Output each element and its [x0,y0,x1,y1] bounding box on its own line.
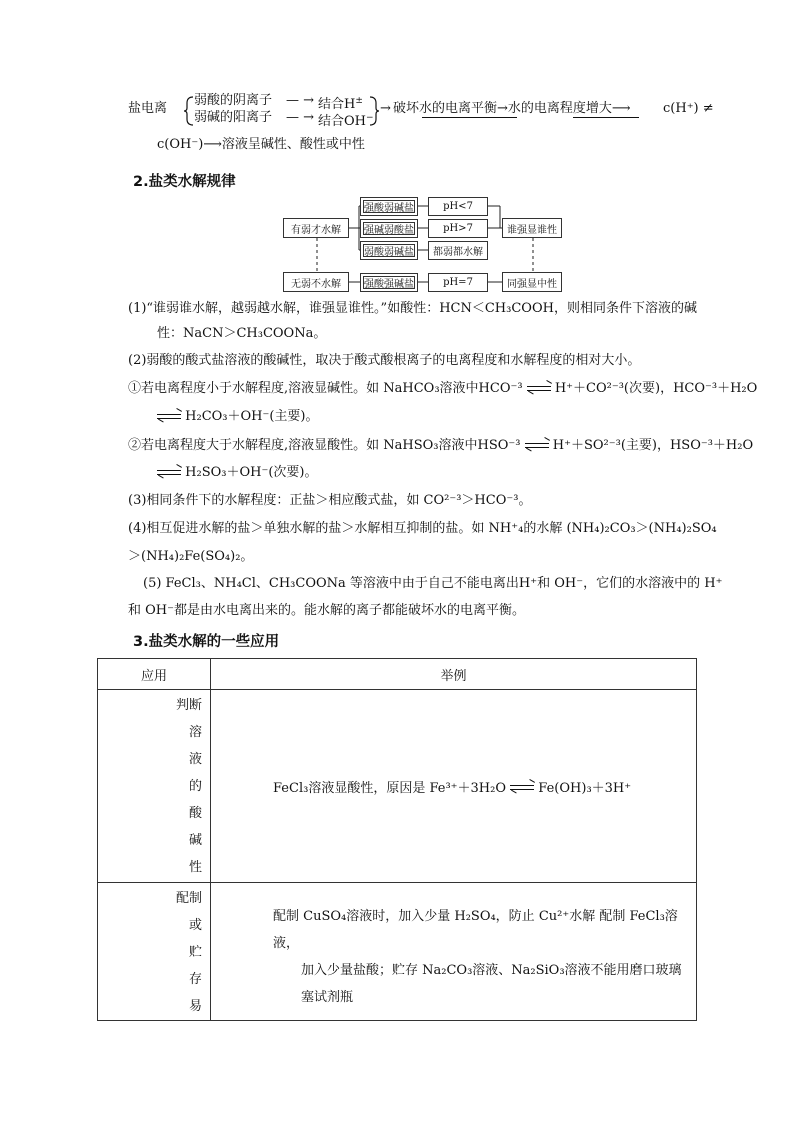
row1-label-4: 酸 [188,806,202,821]
rule-3: (3)相同条件下的水解程度：正盐＞相应酸式盐，如 CO²⁻³＞HCO⁻³。 [128,493,532,508]
row2-label-0: 配制 [175,891,202,906]
equilibrium-arrow-icon [157,412,181,422]
rule-2a-pre: ①若电离程度小于水解程度,溶液显碱性。如 NaHCO₃溶液中HCO⁻³ [128,381,523,396]
row2-example [211,883,697,1021]
ionization-tail: 破坏水的电离平衡→水的电离程度增大⟶ [393,101,631,116]
branch-weak-base-cation: 弱碱的阳离子 [194,110,273,125]
box-ph-gt-7: pH>7 [428,219,488,238]
box-strong-base-weak-acid: 强碱弱酸盐 [360,219,418,238]
row1-label-0: 判断 [175,698,202,713]
row1-example-pre: FeCl₃溶液显酸性，原因是 Fe³⁺＋3H₂O [273,780,507,796]
header-application: 应用 [98,659,211,690]
box-ph-eq-7: pH=7 [428,273,488,292]
bind-oh-text: 结合OH [318,114,366,129]
table-row [98,690,697,883]
row2-label-4: 易 [188,999,202,1014]
rule-1-line-b: 性：NaCN＞CH₃COONa。 [157,326,327,341]
rule-1-line-a: (1)“谁弱谁水解，越弱越水解，谁强显谁性。”如酸性：HCN＜CH₃COOH，则相同条件下溶液的碱 [128,301,697,316]
arrow-right: → [380,101,391,116]
box-stronger-shows: 谁强显谁性 [502,218,562,238]
box-no-weak-no-hydrolyze: 无弱不水解 [283,272,349,292]
right-brace-icon [369,96,379,126]
row1-label-1: 溶 [188,725,202,740]
rule-2b-tail: H₂SO₃＋OH⁻(次要)。 [185,465,318,480]
row2-label-3: 存 [188,972,202,987]
rule-2b-line-a [128,437,753,455]
row1-example-post: Fe(OH)₃＋3H⁺ [538,780,632,796]
box-ph-lt-7: pH<7 [428,197,488,216]
rule-4-line-b: ＞(NH₄)₂Fe(SO₄)₂。 [128,549,254,564]
row2-label-1: 或 [188,918,202,933]
section2-heading: 2.盐类水解规律 [133,174,236,190]
bind-h-text: 结合H [318,97,356,112]
box-strong-acid-strong-base: 强酸强碱盐 [360,273,418,292]
row1-label [98,690,211,883]
row1-label-5: 碱 [188,833,202,848]
rule-2a-line-b [157,408,319,426]
ionization-line2: c(OH⁻)⟶溶液呈碱性、酸性或中性 [157,137,365,152]
rule-2a-post: H⁺＋CO²⁻³(次要)，HCO⁻³＋H₂O [554,381,758,396]
rule-5-line-b: 和 OH⁻都是由水电离出来的。能水解的离子都能破坏水的电离平衡。 [128,603,525,618]
row2-example-line2: 加入少量盐酸；贮存 Na₂CO₃溶液、Na₂SiO₃溶液不能用磨口玻璃 [301,963,682,978]
row2-label [98,883,211,1021]
applications-table [97,658,697,1021]
row2-label-2: 贮 [188,945,202,960]
underline-2 [573,117,639,118]
dash-arrow-2: — → [286,110,315,125]
table-row [98,883,697,1021]
row1-label-6: 性 [188,860,202,875]
rule-2a-line-a [128,380,757,398]
bind-oh-sup: − [366,113,374,123]
branch-weak-acid-anion: 弱酸的阴离子 [194,93,273,108]
row1-example [211,690,697,883]
row1-label-3: 的 [188,779,202,794]
equilibrium-arrow-icon [525,441,549,451]
box-strong-acid-weak-base: 强酸弱碱盐 [360,197,418,216]
bind-oh [318,109,374,131]
row2-example-line3: 塞试剂瓶 [301,990,354,1005]
equilibrium-arrow-icon [510,783,534,793]
box-weak-acid-weak-base: 弱酸弱碱盐 [360,241,418,260]
box-both-weak: 都弱都水解 [428,241,488,260]
equilibrium-arrow-icon [527,384,551,394]
left-brace-icon [184,96,194,126]
table-header-row [98,659,697,690]
rule-2b-line-b [157,464,317,482]
section3-heading: 3.盐类水解的一些应用 [133,634,280,650]
rule-2a-tail: H₂CO₃＋OH⁻(主要)。 [185,409,319,424]
row1-label-2: 液 [188,752,202,767]
bind-h-sup: ± [355,96,363,106]
box-has-weak-hydrolyze: 有弱才水解 [283,218,349,238]
ionization-lead: 盐电离 [128,101,168,116]
rule-2: (2)弱酸的酸式盐溶液的酸碱性，取决于酸式酸根离子的电离程度和水解程度的相对大小。 [128,353,641,368]
rule-4-line-a: (4)相互促进水解的盐＞单独水解的盐＞水解相互抑制的盐。如 NH⁺₄的水解 (NH₄)₂CO₃＞(NH₄)₂SO₄ [128,521,717,536]
header-example: 举例 [211,659,697,690]
box-both-strong-neutral: 同强显中性 [502,272,562,292]
row2-example-line1: 配制 CuSO₄溶液时，加入少量 H₂SO₄，防止 Cu²⁺水解 配制 FeCl₃溶液， [273,909,678,951]
rule-2b-pre: ②若电离程度大于水解程度,溶液显酸性。如 NaHSO₃溶液中HSO⁻³ [128,438,521,453]
underline-1 [422,117,517,118]
equilibrium-arrow-icon [157,468,181,478]
rule-5-line-a: (5) FeCl₃、NH₄Cl、CH₃COONa 等溶液中由于自己不能电离出H⁺和 OH⁻，它们的水溶液中的 H⁺ [143,576,723,591]
rule-2b-post: H⁺＋SO²⁻³(主要)，HSO⁻³＋H₂O [552,438,754,453]
ionization-tail-ch: c(H⁺) ≠ [663,101,714,116]
dash-arrow-1: — → [286,93,315,108]
